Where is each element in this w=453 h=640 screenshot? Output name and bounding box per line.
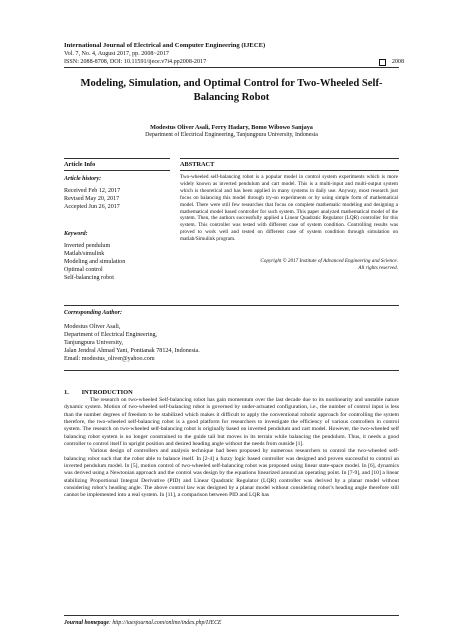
journal-issn: ISSN: 2088-8708, DOI: 10.11591/ijece.v7i4.pp2008-2017: [64, 59, 207, 65]
corresponding-line: Email: modestus_oliver@yahoo.com: [64, 356, 155, 362]
abstract-mid-rule: [180, 170, 399, 171]
introduction-paragraph: The research on two-wheeled Self-balancing robot has gain momentum over the last decade due to its nonlinearity and unstable nature dynamic system. Motion of two-wheeled self-balancing robot is governed by under-actuated configuration, i.e., the number of control input is less than the number degrees of freedom to be stabilized which makes it difficult to apply the conventional robotic approach for controlling the system therefore, the two-wheeled self-balancing robot is a good platform for researchers to investigate the efficiency of various controllers in control system. The research on two-wheeled self-balancing robot is originally based on inverted pendulum and cart model. However, the two-wheeled self balancing robot system is no longer constrained to the guide tail but moves in its terrain while balancing the pendulum. Thus, it needs a good controller to control itself in upright position and desired heading angle without the needs from outside [1].: [64, 397, 399, 448]
keyword-item: Optimal control: [64, 267, 103, 273]
history-list: [64, 187, 120, 211]
corresponding-heading: Corresponding Author:: [64, 310, 122, 316]
header-rule: [64, 67, 399, 68]
history-label: Article history:: [64, 176, 102, 182]
homepage-label: Journal homepage: [64, 620, 109, 626]
paper-authors: Modestus Oliver Asali, Ferry Hadary, Bomo Wibowo Sanjaya: [150, 124, 313, 131]
keyword-item: Matlab/simulink: [64, 251, 105, 257]
copyright-notice: [180, 258, 398, 272]
homepage-url[interactable]: : http://iaesjournal.com/online/index.php/IJECE: [108, 620, 222, 626]
abstract-text: Two-wheeled self-balancing robot is a popular model in control system experiments which is more widely known as inverted pendulum and cart model. This is a multi-input and multi-output system which is theoretical and has been applied in many systems in daily use. Anyway, most research just focus on balancing this model through try-on experiments or by using simple form of mathematical model. There were still few researches that focus on complete mathematic modeling and designing a mathematical model based controller for such system. This paper analyzed mathematical model of the system. Then, the authors successfully applied a Linear Quadratic Regulator (LQR) controller for this system. This controller was tested with different case of system condition. Controlling results was proved to work well and tested on different case of system condition through simulation on matlab/Simulink program.: [180, 174, 398, 243]
page-number: 2008: [391, 59, 404, 65]
copyright-line: Copyright © 2017 Institute of Advanced Engineering and Science.: [260, 258, 398, 264]
corresponding-top-rule: [64, 305, 399, 306]
keyword-item: Self-balancing robot: [64, 275, 114, 281]
rights-line: All rights reserved.: [358, 265, 398, 271]
article-info-top-rule: [64, 158, 170, 159]
journal-volume: Vol. 7, No. 4, August 2017, pp. 2008~2017: [64, 51, 169, 57]
history-item: Received Feb 12, 2017: [64, 188, 121, 194]
article-info-mid-rule: [64, 170, 170, 171]
journal-header: [64, 42, 404, 66]
keyword-item: Modeling and simulation: [64, 259, 126, 265]
introduction-heading: 1. INTRODUCTION: [64, 389, 133, 396]
corresponding-line: Department of Electrical Engineering,: [64, 332, 158, 338]
corresponding-line: Jalan Jendral Ahmad Yani, Pontianak 78124, Indonesia.: [64, 348, 200, 354]
page-number-box: [379, 58, 404, 66]
square-icon: [379, 59, 386, 66]
keyword-label: Keyword:: [64, 231, 88, 237]
corresponding-details: [64, 323, 200, 363]
abstract-heading: ABSTRACT: [180, 161, 215, 168]
corresponding-line: Tanjungpura University,: [64, 340, 124, 346]
introduction-paragraph: Various design of controllers and analysis technique had been proposed by numerous researchers to control the two-wheeled self-balancing robot such that the robot able to balance itself. In [2-4] a fuzzy logic based controller was designed and proven successful to control an inverted pendulum model. In [5], motion control of two-wheeled self-balancing robot was proposed using linear state-space model. In [6], dynamics was derived using a Newtonian approach and the control was design by the equations linearized around an operating point. In [7-9], and [10] a linear stabilizing Proportional Integral Derivative (PID) and Linear Quadratic Regulator (LQR) controller was derived by a planar model without considering robot’s heading angle. The above control law was designed by a planar model without considering robot’s heading angle therefore still cannot be implemented into a real system. In [11], a comparison between PID and LQR has: [64, 448, 399, 499]
keyword-item: Inverted pendulum: [64, 243, 111, 249]
issn-row: [64, 58, 404, 66]
abstract-top-rule: [180, 158, 399, 159]
history-item: Revised May 20, 2017: [64, 196, 120, 202]
paper-affiliation: Department of Electrical Engineering, Tanjungpura University, Indonesia: [145, 132, 318, 138]
corresponding-line: Modestus Oliver Asali,: [64, 324, 121, 330]
article-info-heading: Article Info: [64, 161, 96, 168]
paper-title: Modeling, Simulation, and Optimal Control for Two-Wheeled Self-Balancing Robot: [80, 78, 383, 103]
footer-rule: [64, 615, 399, 616]
keyword-list: [64, 242, 125, 282]
journal-title: International Journal of Electrical and Computer Engineering (IJECE): [64, 42, 266, 49]
history-item: Accepted Jun 26, 2017: [64, 204, 120, 210]
journal-homepage: [64, 620, 221, 626]
corresponding-bottom-rule: [64, 370, 399, 371]
introduction-body: [64, 397, 399, 500]
